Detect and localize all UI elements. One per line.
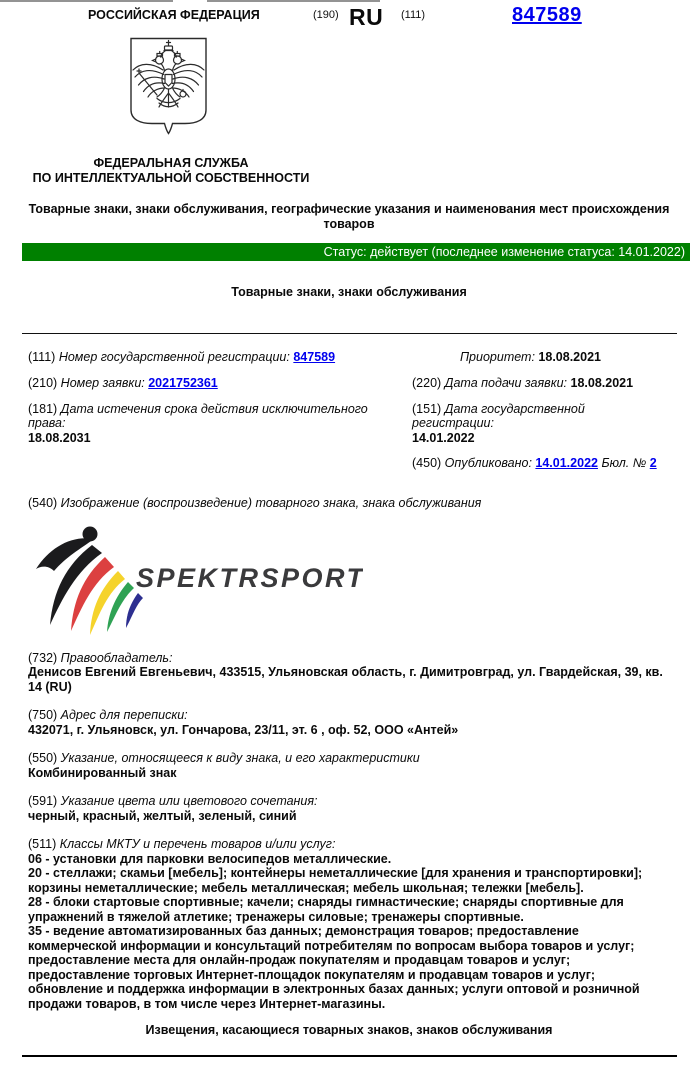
- field-591: [28, 794, 670, 823]
- field-732-label: Правообладатель:: [60, 650, 173, 665]
- field-450-date-link[interactable]: 14.01.2022: [535, 456, 598, 470]
- notices-title: Извещения, касающиеся товарных знаков, знаков обслуживания: [145, 1023, 553, 1037]
- field-750-code: (750): [28, 708, 58, 722]
- logo-wordmark: SPEKTRSPORT: [136, 562, 363, 593]
- priority-value: 18.08.2021: [538, 349, 601, 364]
- field-540-label: Изображение (воспроизведение) товарного знака, знака обслуживания: [60, 496, 482, 510]
- field-550-code: (550): [28, 751, 58, 765]
- field-spacer: [28, 456, 412, 471]
- field-591-label: Указание цвета или цветового сочетания:: [60, 794, 318, 808]
- field-220-value: 18.08.2021: [570, 375, 634, 390]
- field-750-label: Адрес для переписки:: [60, 708, 188, 722]
- field-210: [28, 376, 412, 391]
- field-591-code: (591): [28, 794, 58, 808]
- field-550: [28, 751, 670, 780]
- priority-label: Приоритет:: [460, 349, 535, 364]
- bibliographic-data: [28, 350, 670, 483]
- field-591-value: черный, красный, желтый, зеленый, синий: [28, 808, 297, 823]
- field-732-code: (732): [28, 650, 58, 665]
- field-111-label: Номер государственной регистрации:: [58, 349, 290, 364]
- field-511-code: (511): [28, 837, 57, 851]
- status-bar: Статус: действует (последнее изменение статуса: 14.01.2022): [22, 243, 690, 261]
- agency-line1: ФЕДЕРАЛЬНАЯ СЛУЖБА: [93, 156, 249, 170]
- field-220: [412, 376, 670, 391]
- country-code: RU: [349, 4, 384, 30]
- logo-band-blue: [126, 593, 143, 628]
- field-550-label: Указание, относящееся к виду знака, и его характеристики: [60, 751, 420, 765]
- document-header: [0, 0, 698, 198]
- field-181-value: 18.08.2031: [28, 430, 91, 445]
- field-220-label: Дата подачи заявки:: [444, 375, 568, 390]
- class-06: 06 - установки для парковки велосипедов металлические.: [28, 851, 392, 866]
- spektrsport-logo: [28, 525, 363, 637]
- field-210-label: Номер заявки:: [60, 375, 145, 390]
- field-550-value: Комбинированный знак: [28, 765, 177, 780]
- coat-of-arms-icon: [124, 37, 213, 138]
- field-151-label: Дата государственной регистрации:: [412, 401, 585, 430]
- field-450-label: Опубликовано:: [444, 456, 532, 470]
- field-750-value: 432071, г. Ульяновск, ул. Гончарова, 23/11, эт. 6 , оф. 52, ООО «Антей»: [28, 722, 459, 737]
- trademark-image: [28, 525, 670, 637]
- field-151-value: 14.01.2022: [412, 430, 475, 445]
- field-181-code: (181): [28, 401, 58, 416]
- divider: [22, 333, 677, 334]
- class-28: 28 - блоки стартовые спортивные; качели; снаряды гимнастические; снаряды спортивные для упражнений в тяжелой атлетике; тренажеры силовые; тренажеры спортивные.: [28, 895, 624, 924]
- field-210-value-link[interactable]: 2021752361: [148, 375, 218, 390]
- field-732: [28, 651, 670, 695]
- field-511-label: Классы МКТУ и перечень товаров и/или услуг:: [59, 837, 336, 851]
- field-450: [412, 456, 670, 471]
- field-732-value: Денисов Евгений Евгеньевич, 433515, Ульяновская область, г. Димитровград, ул. Гвардейская, 39, кв. 14 (RU): [28, 665, 663, 694]
- field-220-code: (220): [412, 375, 442, 390]
- field-181-label: Дата истечения срока действия исключительного права:: [28, 401, 368, 430]
- country-title: РОССИЙСКАЯ ФЕДЕРАЦИЯ: [88, 8, 260, 22]
- field-450-bulletin-label: Бюл. №: [601, 456, 647, 470]
- field-111: [28, 350, 412, 365]
- field-450-bulletin-link[interactable]: 2: [649, 456, 657, 470]
- field-priority: [412, 350, 670, 365]
- registration-number-link[interactable]: 847589: [512, 4, 582, 26]
- field-750: [28, 708, 670, 737]
- document-body: [0, 350, 698, 1038]
- field-540-code: (540): [28, 496, 58, 510]
- inid-code-190: (190): [313, 9, 339, 21]
- inid-code-111: (111): [401, 9, 426, 21]
- class-20: 20 - стеллажи; скамьи [мебель]; контейнеры неметаллические [для хранения и транспортировки]; корзины неметаллические; мебель металлическая; мебель школьная; тележки [мебель].: [28, 866, 643, 895]
- field-111-value-link[interactable]: 847589: [293, 349, 336, 364]
- field-181: [28, 402, 412, 446]
- field-540: [28, 496, 670, 511]
- field-210-code: (210): [28, 375, 58, 390]
- field-450-code: (450): [412, 456, 442, 470]
- class-35: 35 - ведение автоматизированных баз данных; демонстрация товаров; предоставление коммерческой информации и консультаций потребителям по вопросам выбора товаров и услуг; предоставление места для онлайн-продаж покупателям и продавцам товаров и услуг; предоставление торговых Интернет-площадок покупателям и продавцам товаров и услуг; обновление и поддержка информации в электронных базах данных; услуги оптовой и розничной продажи товаров, в том числе через Интернет-магазины.: [28, 924, 640, 1011]
- field-111-code: (111): [28, 349, 56, 364]
- section-title: Товарные знаки, знаки обслуживания: [231, 285, 467, 299]
- agency-name: [6, 156, 336, 185]
- field-151: [412, 402, 670, 446]
- field-151-code: (151): [412, 401, 442, 416]
- agency-line2: ПО ИНТЕЛЛЕКТУАЛЬНОЙ СОБСТВЕННОСТИ: [32, 170, 310, 185]
- bottom-divider: [22, 1055, 677, 1057]
- field-511: [28, 837, 670, 1011]
- document-type-title: Товарные знаки, знаки обслуживания, географические указания и наименования мест происхождения товаров: [28, 202, 670, 231]
